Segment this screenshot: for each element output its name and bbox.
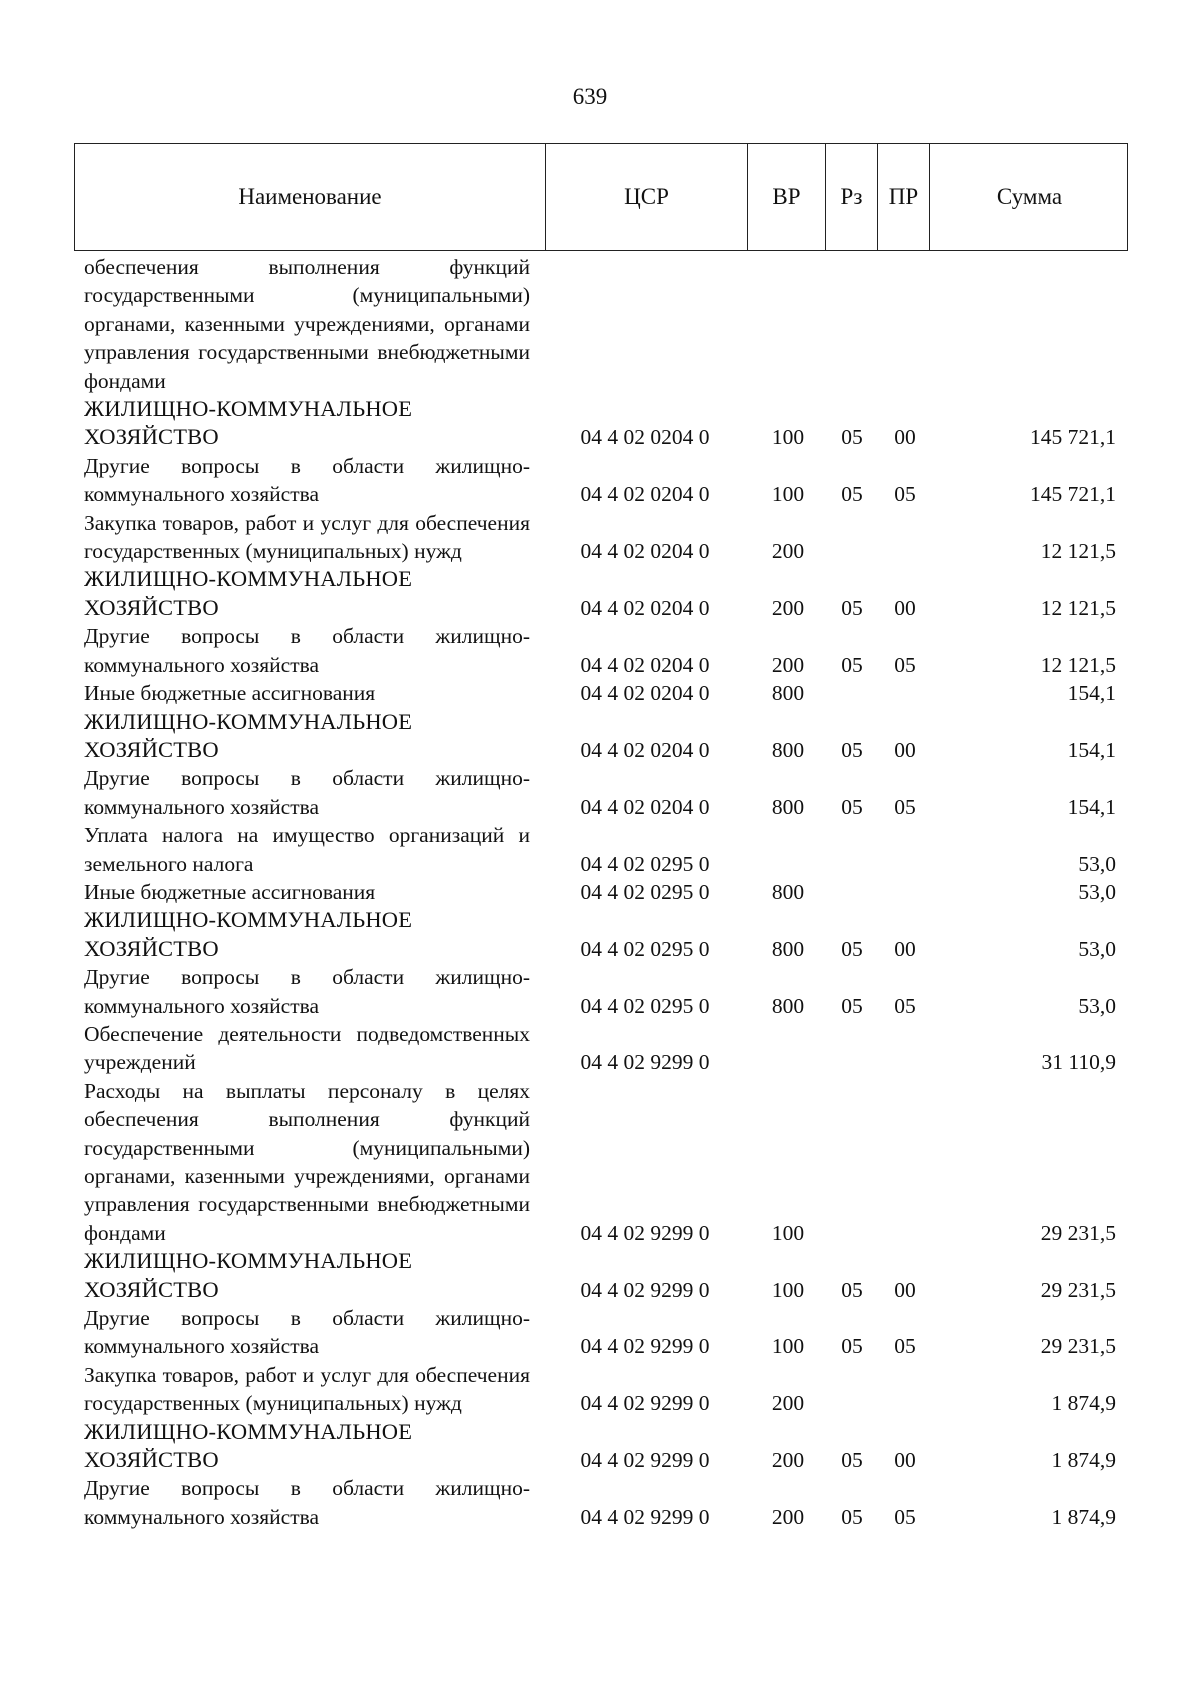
cell-name: Расходы на выплаты персоналу в целях обеспечения выполнения функций государственными (муниципальными) органами, казенными учреждениями, органами управления государственными внебюджетными фондами bbox=[84, 1078, 530, 1245]
table-row bbox=[74, 1077, 1128, 1247]
cell-vr: 800 bbox=[771, 681, 805, 706]
cell-name: Иные бюджетные ассигнования bbox=[84, 879, 376, 904]
cell-sum: 154,1 bbox=[1067, 681, 1116, 706]
cell-vr: 100 bbox=[771, 425, 805, 450]
cell-rz: 05 bbox=[841, 1448, 863, 1473]
cell-sum: 29 231,5 bbox=[1040, 1277, 1116, 1302]
cell-vr: 100 bbox=[771, 1220, 805, 1245]
cell-name: Обеспечение деятельности подведомственных учреждений bbox=[84, 1021, 530, 1075]
cell-csr: 04 4 02 0295 0 bbox=[580, 851, 710, 876]
cell-name: Иные бюджетные ассигнования bbox=[84, 681, 376, 706]
cell-sum: 31 110,9 bbox=[1041, 1050, 1116, 1075]
cell-pr: 00 bbox=[894, 936, 916, 961]
table-row bbox=[74, 906, 1128, 963]
cell-pr: 00 bbox=[894, 1448, 916, 1473]
cell-csr: 04 4 02 0295 0 bbox=[580, 879, 710, 904]
cell-csr: 04 4 02 9299 0 bbox=[580, 1391, 710, 1416]
cell-pr: 00 bbox=[894, 425, 916, 450]
cell-csr: 04 4 02 9299 0 bbox=[580, 1220, 710, 1245]
cell-csr: 04 4 02 0295 0 bbox=[580, 936, 710, 961]
cell-rz: 05 bbox=[841, 993, 863, 1018]
cell-name: Другие вопросы в области жилищно-коммунального хозяйства bbox=[84, 965, 530, 1018]
cell-csr: 04 4 02 9299 0 bbox=[580, 1050, 710, 1075]
cell-name: Уплата налога на имущество организаций и земельного налога bbox=[84, 823, 530, 876]
cell-vr: 800 bbox=[771, 794, 805, 819]
cell-vr: 100 bbox=[771, 1277, 805, 1302]
table-row bbox=[74, 1361, 1128, 1418]
table-row bbox=[74, 764, 1128, 821]
cell-vr: 800 bbox=[771, 879, 805, 904]
table-row bbox=[74, 1304, 1128, 1361]
cell-rz: 05 bbox=[841, 1334, 863, 1359]
cell-sum: 12 121,5 bbox=[1040, 595, 1116, 620]
table-body bbox=[74, 253, 1128, 1531]
cell-csr: 04 4 02 9299 0 bbox=[580, 1277, 710, 1302]
cell-name: Другие вопросы в области жилищно-коммунального хозяйства bbox=[84, 453, 530, 507]
table-row bbox=[74, 1247, 1128, 1304]
cell-csr: 04 4 02 0204 0 bbox=[580, 737, 710, 762]
cell-vr: 200 bbox=[771, 1504, 805, 1529]
cell-csr: 04 4 02 0204 0 bbox=[580, 595, 710, 620]
cell-name: ЖИЛИЩНО-КОММУНАЛЬНОЕ ХОЗЯЙСТВО bbox=[84, 1248, 413, 1302]
cell-name: Другие вопросы в области жилищно-коммунального хозяйства bbox=[84, 624, 530, 677]
table-row bbox=[74, 622, 1128, 679]
cell-rz: 05 bbox=[841, 482, 863, 507]
cell-vr: 800 bbox=[771, 737, 805, 762]
cell-vr: 200 bbox=[771, 1391, 805, 1416]
table-row bbox=[74, 1418, 1128, 1475]
header-name: Наименование bbox=[238, 184, 382, 209]
cell-vr: 200 bbox=[771, 539, 805, 564]
cell-vr: 100 bbox=[771, 482, 805, 507]
cell-csr: 04 4 02 0204 0 bbox=[580, 539, 710, 564]
cell-sum: 145 721,1 bbox=[1030, 482, 1116, 507]
cell-name: ЖИЛИЩНО-КОММУНАЛЬНОЕ ХОЗЯЙСТВО bbox=[84, 907, 413, 961]
table-row bbox=[74, 395, 1128, 452]
cell-sum: 1 874,9 bbox=[1051, 1448, 1116, 1473]
cell-name: обеспечения выполнения функций государственными (муниципальными) органами, казенными учреждениями, органами управления государственными внебюджетными фондами bbox=[84, 255, 530, 393]
cell-name: Закупка товаров, работ и услуг для обеспечения государственных (муниципальных) нужд bbox=[84, 1362, 530, 1416]
cell-rz: 05 bbox=[841, 794, 863, 819]
cell-pr: 05 bbox=[894, 482, 916, 507]
cell-name: ЖИЛИЩНО-КОММУНАЛЬНОЕ ХОЗЯЙСТВО bbox=[84, 708, 413, 762]
cell-csr: 04 4 02 0204 0 bbox=[580, 482, 710, 507]
cell-sum: 53,0 bbox=[1078, 851, 1116, 876]
table-row bbox=[74, 1020, 1128, 1077]
table-row bbox=[74, 679, 1128, 707]
cell-vr: 100 bbox=[771, 1334, 805, 1359]
cell-sum: 145 721,1 bbox=[1030, 425, 1116, 450]
cell-vr: 200 bbox=[771, 652, 805, 677]
cell-pr: 05 bbox=[894, 1334, 916, 1359]
table-header bbox=[74, 143, 1128, 251]
cell-pr: 05 bbox=[894, 794, 916, 819]
cell-rz: 05 bbox=[841, 425, 863, 450]
cell-name: Другие вопросы в области жилищно-коммунального хозяйства bbox=[84, 1306, 530, 1359]
table-row bbox=[74, 565, 1128, 622]
table-row bbox=[74, 452, 1128, 509]
header-csr: ЦСР bbox=[545, 144, 747, 250]
table-row bbox=[74, 1474, 1128, 1531]
cell-csr: 04 4 02 0204 0 bbox=[580, 652, 710, 677]
cell-csr: 04 4 02 0204 0 bbox=[580, 794, 710, 819]
cell-sum: 1 874,9 bbox=[1051, 1391, 1116, 1416]
cell-csr: 04 4 02 0204 0 bbox=[580, 681, 710, 706]
cell-sum: 29 231,5 bbox=[1040, 1334, 1116, 1359]
table-row bbox=[74, 253, 1128, 395]
budget-table bbox=[74, 143, 1128, 1531]
header-vr: ВР bbox=[747, 144, 825, 250]
cell-vr: 200 bbox=[771, 1448, 805, 1473]
cell-sum: 1 874,9 bbox=[1051, 1504, 1116, 1529]
cell-sum: 12 121,5 bbox=[1040, 652, 1116, 677]
table-row bbox=[74, 509, 1128, 566]
cell-sum: 29 231,5 bbox=[1040, 1220, 1116, 1245]
cell-csr: 04 4 02 9299 0 bbox=[580, 1504, 710, 1529]
cell-pr: 05 bbox=[894, 652, 916, 677]
cell-csr: 04 4 02 9299 0 bbox=[580, 1334, 710, 1359]
header-sum: Сумма bbox=[929, 144, 1129, 250]
cell-rz: 05 bbox=[841, 936, 863, 961]
cell-name: Закупка товаров, работ и услуг для обеспечения государственных (муниципальных) нужд bbox=[84, 510, 530, 564]
table-row bbox=[74, 708, 1128, 765]
cell-pr: 00 bbox=[894, 1277, 916, 1302]
cell-vr: 800 bbox=[771, 936, 805, 961]
cell-name: ЖИЛИЩНО-КОММУНАЛЬНОЕ ХОЗЯЙСТВО bbox=[84, 396, 413, 450]
cell-vr: 200 bbox=[771, 595, 805, 620]
header-rz: Рз bbox=[825, 144, 877, 250]
cell-name: ЖИЛИЩНО-КОММУНАЛЬНОЕ ХОЗЯЙСТВО bbox=[84, 1418, 413, 1473]
page-number: 639 bbox=[572, 84, 608, 109]
cell-csr: 04 4 02 0204 0 bbox=[580, 425, 710, 450]
table-row bbox=[74, 963, 1128, 1020]
cell-sum: 154,1 bbox=[1067, 794, 1116, 819]
cell-pr: 05 bbox=[894, 1504, 916, 1529]
cell-vr: 800 bbox=[771, 993, 805, 1018]
cell-csr: 04 4 02 0295 0 bbox=[580, 993, 710, 1018]
cell-rz: 05 bbox=[841, 737, 863, 762]
cell-rz: 05 bbox=[841, 595, 863, 620]
cell-csr: 04 4 02 9299 0 bbox=[580, 1448, 710, 1473]
table-row bbox=[74, 878, 1128, 906]
cell-sum: 53,0 bbox=[1078, 936, 1116, 961]
header-pr: ПР bbox=[877, 144, 929, 250]
cell-rz: 05 bbox=[841, 652, 863, 677]
cell-name: Другие вопросы в области жилищно-коммунального хозяйства bbox=[84, 766, 530, 819]
cell-sum: 154,1 bbox=[1067, 737, 1116, 762]
cell-rz: 05 bbox=[841, 1277, 863, 1302]
cell-pr: 05 bbox=[894, 993, 916, 1018]
cell-sum: 53,0 bbox=[1078, 879, 1116, 904]
table-row bbox=[74, 821, 1128, 878]
cell-rz: 05 bbox=[841, 1504, 863, 1529]
cell-name: ЖИЛИЩНО-КОММУНАЛЬНОЕ ХОЗЯЙСТВО bbox=[84, 566, 413, 620]
cell-sum: 53,0 bbox=[1078, 993, 1116, 1018]
cell-pr: 00 bbox=[894, 595, 916, 620]
cell-sum: 12 121,5 bbox=[1040, 539, 1116, 564]
cell-name: Другие вопросы в области жилищно-коммунального хозяйства bbox=[84, 1476, 530, 1529]
cell-pr: 00 bbox=[894, 737, 916, 762]
